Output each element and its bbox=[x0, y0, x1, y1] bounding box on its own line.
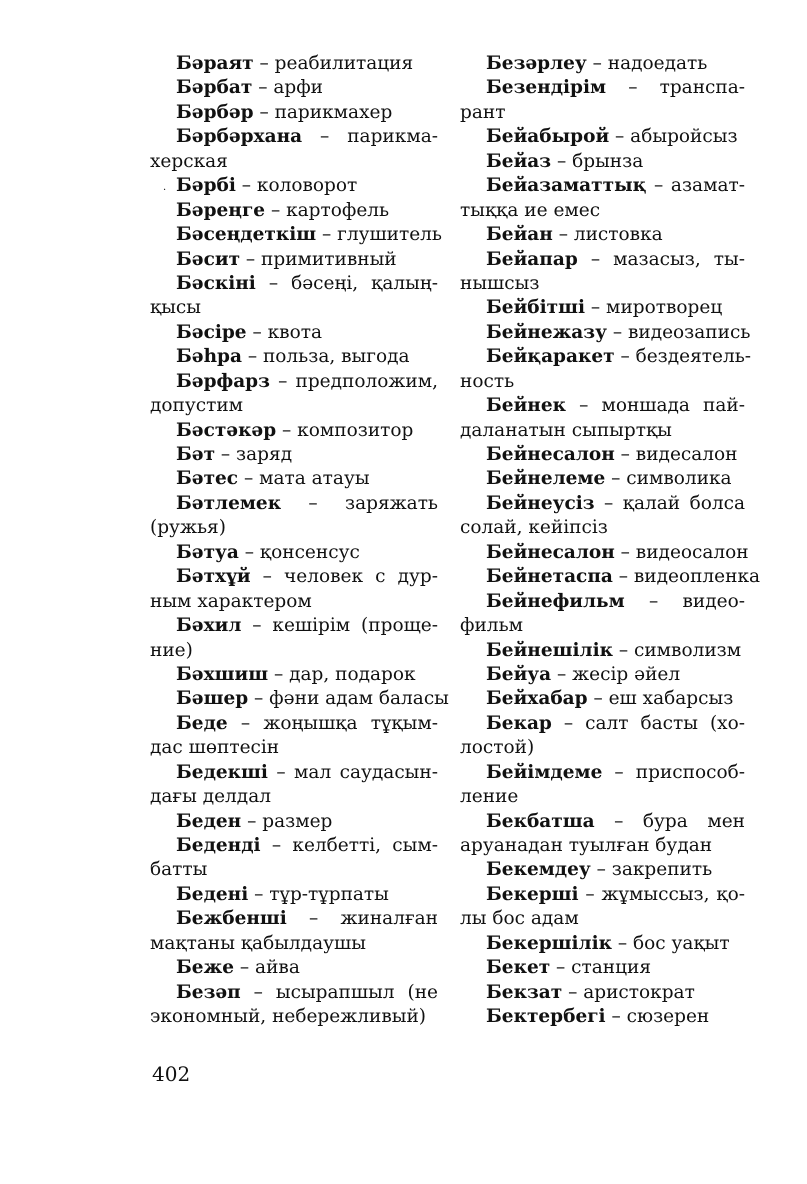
definition: – транспа- bbox=[606, 77, 745, 99]
entry-line bbox=[460, 712, 745, 736]
entry-line bbox=[460, 883, 745, 907]
entry-line bbox=[460, 810, 745, 834]
headword: Бәсеңдеткіш bbox=[176, 224, 317, 246]
definition: – фәни адам баласы bbox=[248, 688, 449, 710]
headword: Бейнефильм bbox=[486, 590, 625, 612]
headword: Бәрбәрхана bbox=[176, 126, 303, 148]
definition: – моншада пай- bbox=[565, 395, 745, 417]
definition: – дар, подарок bbox=[268, 663, 416, 685]
headword: Бәреңге bbox=[176, 199, 266, 221]
entry-line bbox=[150, 492, 438, 516]
entry-line bbox=[460, 981, 745, 1005]
headword: Бейнеусіз bbox=[486, 492, 595, 514]
definition: – еш хабарсыз bbox=[587, 688, 734, 710]
definition: – размер bbox=[241, 810, 333, 832]
entry-line bbox=[150, 101, 438, 125]
entry-line bbox=[460, 321, 751, 345]
definition: – видеосалон bbox=[614, 541, 749, 563]
entry-line bbox=[150, 565, 438, 589]
definition: – сюзерен bbox=[605, 1006, 710, 1028]
definition: дағы делдал bbox=[150, 786, 271, 808]
entry-line bbox=[150, 614, 438, 638]
definition: – коловорот bbox=[235, 175, 358, 197]
definition: – глушитель bbox=[316, 224, 443, 246]
definition: дас шөптесін bbox=[150, 737, 280, 759]
entry-line bbox=[150, 736, 438, 760]
headword: Бәтуа bbox=[176, 541, 239, 563]
headword: Беде bbox=[176, 712, 228, 734]
entry-line bbox=[460, 272, 745, 296]
definition: – брынза bbox=[551, 150, 644, 172]
definition: – надоедать bbox=[586, 53, 708, 74]
entry-line bbox=[460, 834, 745, 858]
headword: Бекемдеу bbox=[486, 859, 591, 881]
entry-line bbox=[150, 516, 438, 540]
definition: – қалай болса bbox=[594, 492, 745, 514]
entry-line bbox=[460, 101, 745, 125]
headword: Бедекші bbox=[176, 761, 268, 783]
entry-line bbox=[150, 467, 438, 491]
entry-line bbox=[150, 419, 438, 443]
definition: – жоңышқа тұқым- bbox=[227, 712, 438, 734]
entry-line bbox=[150, 443, 438, 467]
entry-line bbox=[460, 296, 745, 320]
definition: солай, кейіпсіз bbox=[460, 517, 608, 539]
entry-line bbox=[460, 467, 745, 491]
entry-line bbox=[460, 858, 745, 882]
entry-line bbox=[460, 614, 745, 638]
headword: Бекар bbox=[486, 712, 552, 734]
definition: экономный, небережливый) bbox=[150, 1006, 427, 1028]
headword: Бекбатша bbox=[486, 810, 595, 832]
entry-line bbox=[460, 761, 745, 785]
entry-line bbox=[460, 687, 745, 711]
definition: – квота bbox=[246, 321, 322, 343]
headword: Беденді bbox=[176, 835, 261, 856]
definition: ным характером bbox=[150, 590, 312, 612]
entry-line bbox=[150, 907, 438, 931]
definition: – символика bbox=[605, 468, 732, 490]
entry-line bbox=[460, 394, 745, 418]
entry-line bbox=[460, 199, 745, 223]
definition: – видеозапись bbox=[606, 321, 751, 343]
entry-line bbox=[460, 565, 761, 589]
entry-line bbox=[150, 272, 438, 296]
definition: – азамат- bbox=[646, 175, 745, 197]
entry-line bbox=[150, 345, 438, 369]
entry-line bbox=[460, 443, 745, 467]
entry-line bbox=[150, 956, 438, 980]
entry-line bbox=[150, 663, 438, 687]
definition: ление bbox=[460, 786, 519, 808]
entry-line bbox=[460, 932, 745, 956]
headword: Бейнесалон bbox=[486, 541, 615, 563]
entry-line bbox=[460, 125, 745, 149]
headword: Бәхил bbox=[176, 615, 242, 637]
entry-line bbox=[150, 858, 438, 882]
headword: Беже bbox=[176, 957, 235, 979]
headword: Бәшер bbox=[176, 688, 249, 710]
headword: Бектербегі bbox=[486, 1006, 606, 1028]
entry-line bbox=[460, 639, 745, 663]
definition: – жұмыссыз, қо- bbox=[578, 883, 745, 905]
headword: Бәсіре bbox=[176, 321, 247, 343]
stray-mark: · bbox=[163, 185, 167, 196]
entry-line bbox=[150, 199, 438, 223]
entry-line bbox=[150, 248, 438, 272]
definition: қысы bbox=[150, 297, 202, 319]
definition: – символизм bbox=[612, 639, 742, 661]
definition: – аристократ bbox=[562, 981, 695, 1003]
definition: – заряжать bbox=[281, 492, 438, 514]
definition: лы бос адам bbox=[460, 908, 579, 930]
definition: – жиналған bbox=[286, 908, 438, 930]
definition: – видео- bbox=[624, 590, 745, 612]
definition: – композитор bbox=[276, 419, 414, 441]
headword: Бәрбі bbox=[176, 175, 236, 197]
definition: – листовка bbox=[552, 224, 663, 246]
definition: – тұр-тұрпаты bbox=[248, 883, 389, 905]
definition: мақтаны қабылдаушы bbox=[150, 932, 366, 954]
headword: Бәтлемек bbox=[176, 492, 282, 514]
headword: Бежбенші bbox=[176, 908, 287, 930]
headword: Бәстәкәр bbox=[176, 419, 277, 441]
headword: Бейнесалон bbox=[486, 444, 615, 465]
headword: Бейаз bbox=[486, 150, 552, 172]
entry-line bbox=[150, 76, 438, 100]
definition: – приспособ- bbox=[602, 761, 745, 783]
definition: нышсыз bbox=[460, 272, 540, 294]
entry-line bbox=[150, 370, 438, 394]
definition: фильм bbox=[460, 615, 524, 637]
definition: – айва bbox=[234, 957, 300, 979]
entry-line bbox=[460, 785, 745, 809]
definition: – мазасыз, ты- bbox=[577, 248, 745, 270]
definition: – бос уақыт bbox=[612, 932, 730, 954]
entry-line bbox=[460, 1005, 745, 1029]
entry-line bbox=[460, 907, 745, 931]
definition: – абыройсыз bbox=[609, 126, 738, 148]
headword: Бәтес bbox=[176, 468, 239, 490]
entry-line bbox=[150, 174, 438, 198]
definition: ность bbox=[460, 370, 515, 392]
headword: Бейан bbox=[486, 224, 553, 246]
headword: Бедені bbox=[176, 883, 249, 905]
headword: Бәхшиш bbox=[176, 663, 269, 685]
entry-line bbox=[150, 223, 443, 247]
entry-line bbox=[150, 394, 438, 418]
definition: – жесір әйел bbox=[551, 663, 681, 685]
definition: – келбетті, сым- bbox=[260, 835, 438, 856]
headword: Бәрбат bbox=[176, 77, 253, 99]
entry-line bbox=[460, 223, 745, 247]
headword: Бәтхұй bbox=[176, 566, 251, 588]
entry-line bbox=[460, 663, 745, 687]
entry-line bbox=[460, 345, 752, 369]
definition: – миротворец bbox=[585, 297, 723, 319]
headword: Бәсит bbox=[176, 248, 241, 270]
entry-line bbox=[460, 76, 745, 100]
entry-line bbox=[150, 761, 438, 785]
definition: – видесалон bbox=[614, 444, 738, 465]
headword: Бейуа bbox=[486, 663, 552, 685]
definition: допустим bbox=[150, 395, 244, 417]
definition: – мал саудасын- bbox=[267, 761, 438, 783]
headword: Безәп bbox=[176, 981, 241, 1003]
page-number: 402 bbox=[152, 1062, 191, 1086]
entry-line bbox=[150, 52, 438, 76]
headword: Беден bbox=[176, 810, 242, 832]
entry-line bbox=[460, 150, 745, 174]
left-column bbox=[150, 52, 449, 1030]
definition: – парикмахер bbox=[253, 101, 393, 123]
headword: Бекерші bbox=[486, 883, 579, 905]
entry-line bbox=[460, 590, 745, 614]
definition: тыққа ие емес bbox=[460, 199, 601, 221]
headword: Бейбітші bbox=[486, 297, 586, 319]
definition: – салт басты (хо- bbox=[551, 712, 745, 734]
definition: – ысырапшыл (не bbox=[240, 981, 438, 1003]
entry-line bbox=[150, 639, 438, 663]
definition: – мата атауы bbox=[238, 468, 370, 490]
entry-line bbox=[150, 687, 449, 711]
definition: лостой) bbox=[460, 737, 535, 759]
headword: Бейнетаспа bbox=[486, 566, 613, 588]
definition: аруанадан туылған будан bbox=[460, 835, 713, 856]
headword: Бәраят bbox=[176, 53, 254, 74]
definition: – арфи bbox=[252, 77, 324, 99]
definition: – заряд bbox=[215, 444, 293, 465]
definition: ние) bbox=[150, 639, 193, 661]
headword: Бейхабар bbox=[486, 688, 588, 710]
definition: рант bbox=[460, 101, 506, 123]
headword: Бейнек bbox=[486, 395, 566, 417]
definition: – кешірім (проще- bbox=[241, 615, 438, 637]
entry-line bbox=[460, 736, 745, 760]
definition: батты bbox=[150, 859, 208, 881]
headword: Бейнежазу bbox=[486, 321, 607, 343]
entry-line bbox=[460, 956, 745, 980]
headword: Бейапар bbox=[486, 248, 578, 270]
headword: Бәт bbox=[176, 444, 216, 465]
entry-line bbox=[150, 883, 438, 907]
headword: Безәрлеу bbox=[486, 53, 587, 74]
entry-line bbox=[150, 1005, 438, 1029]
entry-line bbox=[460, 174, 745, 198]
definition: – станция bbox=[550, 957, 652, 979]
headword: Бекзат bbox=[486, 981, 563, 1003]
definition: – закрепить bbox=[590, 859, 713, 881]
entry-line bbox=[150, 296, 438, 320]
entry-line bbox=[150, 834, 438, 858]
entry-line bbox=[460, 541, 749, 565]
definition: – қонсенсус bbox=[238, 541, 360, 563]
entry-line bbox=[150, 590, 438, 614]
entry-line bbox=[150, 932, 438, 956]
entry-line bbox=[460, 516, 745, 540]
definition: – бәсеңі, қалың- bbox=[255, 272, 438, 294]
entry-line bbox=[150, 712, 438, 736]
headword: Бейқаракет bbox=[486, 346, 615, 368]
headword: Бейазаматтық bbox=[486, 175, 647, 197]
headword: Бейімдеме bbox=[486, 761, 603, 783]
entry-line bbox=[150, 150, 438, 174]
entry-line bbox=[150, 321, 438, 345]
definition: – бездеятель- bbox=[614, 346, 752, 368]
definition: – человек с дур- bbox=[250, 566, 438, 588]
headword: Бәрфарз bbox=[176, 370, 270, 392]
definition: даланатын сыпыртқы bbox=[460, 419, 672, 441]
headword: Бекершілік bbox=[486, 932, 612, 954]
definition: – видеопленка bbox=[612, 566, 761, 588]
entry-line bbox=[150, 125, 438, 149]
entry-line bbox=[460, 52, 745, 76]
entry-line bbox=[150, 810, 438, 834]
entry-line bbox=[460, 492, 745, 516]
entry-line bbox=[460, 248, 745, 272]
definition: – реабилитация bbox=[253, 53, 414, 74]
definition: – предположим, bbox=[269, 370, 438, 392]
headword: Бәскіні bbox=[176, 272, 256, 294]
definition: – польза, выгода bbox=[241, 346, 410, 368]
headword: Бәрбәр bbox=[176, 101, 254, 123]
headword: Бекет bbox=[486, 957, 551, 979]
headword: Бәһра bbox=[176, 346, 242, 368]
definition: херская bbox=[150, 150, 228, 172]
headword: Безендірім bbox=[486, 77, 607, 99]
definition: – картофель bbox=[265, 199, 390, 221]
entry-line bbox=[460, 370, 745, 394]
definition: – бура мен bbox=[594, 810, 745, 832]
entry-line bbox=[150, 785, 438, 809]
headword: Бейнелеме bbox=[486, 468, 606, 490]
definition: (ружья) bbox=[150, 517, 226, 539]
headword: Бейнешілік bbox=[486, 639, 613, 661]
right-column bbox=[460, 52, 761, 1030]
entry-line bbox=[460, 419, 745, 443]
entry-line bbox=[150, 541, 438, 565]
entry-line bbox=[150, 981, 438, 1005]
definition: – парикма- bbox=[302, 126, 438, 148]
headword: Бейабырой bbox=[486, 126, 610, 148]
definition: – примитивный bbox=[240, 248, 397, 270]
